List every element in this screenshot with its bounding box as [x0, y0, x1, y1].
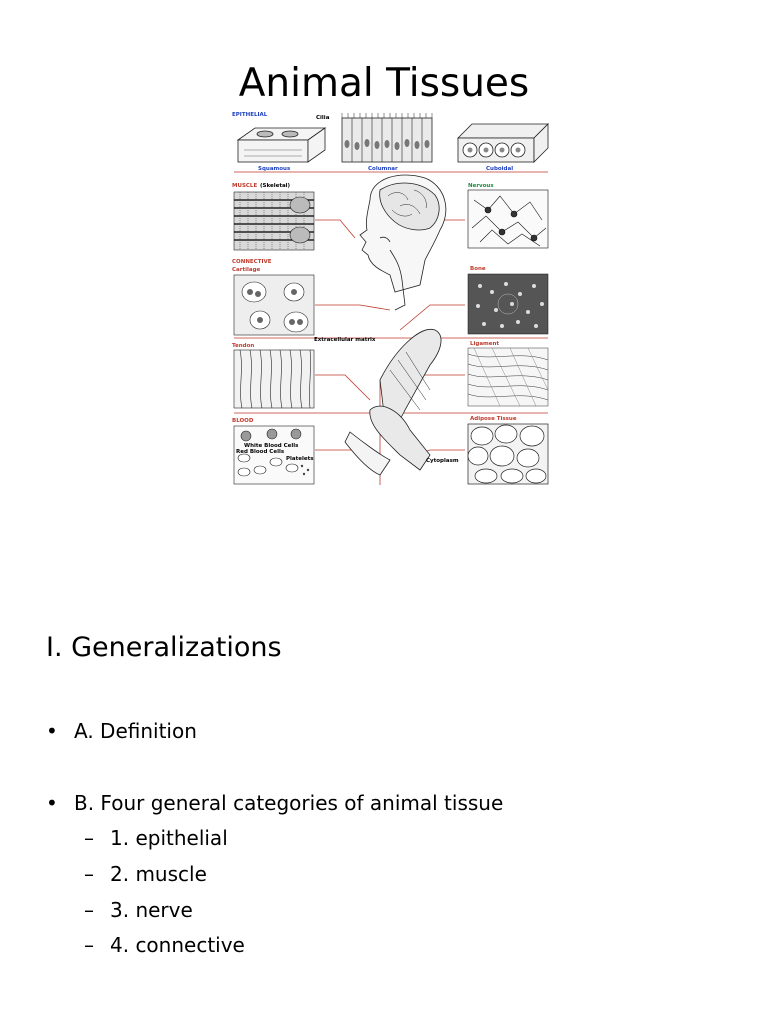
label-columnar: Columnar	[368, 166, 398, 172]
sub-marker: –	[84, 862, 94, 886]
squamous-epithelium-drawing	[238, 128, 325, 162]
label-bone: Bone	[470, 266, 486, 272]
bullet-text: B. Four general categories of animal tissue	[74, 791, 504, 815]
tissue-illustration	[230, 110, 552, 488]
cartilage-drawing	[234, 275, 314, 335]
sub-text: 4. connective	[110, 933, 245, 957]
ligament-drawing	[468, 348, 548, 406]
bone-tissue-drawing	[468, 274, 548, 334]
blood-cells-drawing	[234, 426, 314, 484]
adipose-tissue-drawing	[468, 424, 548, 484]
label-tendon: Tendon	[232, 343, 255, 349]
sub-item	[84, 931, 245, 959]
columnar-epithelium-drawing	[342, 113, 432, 162]
bullet-item	[46, 717, 197, 745]
sub-text: 2. muscle	[110, 862, 207, 886]
skeletal-muscle-drawing	[234, 192, 314, 250]
animal-tissues-diagram	[230, 110, 552, 488]
label-ligament: Ligament	[470, 341, 500, 347]
label-squamous: Squamous	[258, 166, 291, 172]
label-cytoplasm: Cytoplasm	[426, 458, 459, 464]
label-skeletal: (Skeletal)	[260, 183, 291, 189]
bullet-item	[46, 789, 503, 817]
tendon-drawing	[234, 350, 314, 408]
label-white-blood-cells: White Blood Cells	[244, 443, 299, 449]
label-cuboidal: Cuboidal	[486, 166, 514, 172]
section-heading: I. Generalizations	[46, 632, 282, 663]
bullet-text: A. Definition	[74, 719, 197, 743]
cuboidal-epithelium-drawing	[458, 124, 548, 162]
bullet-marker: •	[46, 791, 58, 815]
label-blood: BLOOD	[232, 418, 254, 424]
sub-text: 1. epithelial	[110, 826, 228, 850]
label-platelets: Platelets	[286, 456, 314, 462]
nervous-tissue-drawing	[468, 190, 548, 248]
sub-marker: –	[84, 826, 94, 850]
sub-item	[84, 896, 193, 924]
label-cartilage: Cartilage	[232, 267, 261, 273]
label-connective: CONNECTIVE	[232, 259, 272, 265]
bullet-marker: •	[46, 719, 58, 743]
label-epithelial: EPITHELIAL	[232, 112, 268, 118]
label-extracellular-matrix: Extracellular matrix	[314, 337, 376, 343]
label-nervous: Nervous	[468, 183, 494, 189]
sub-marker: –	[84, 898, 94, 922]
label-cilia: Cilia	[316, 115, 330, 121]
label-muscle: MUSCLE	[232, 183, 258, 189]
sub-item	[84, 824, 228, 852]
label-red-blood-cells: Red Blood Cells	[236, 449, 285, 455]
label-adipose: Adipose Tissue	[470, 416, 517, 422]
sub-text: 3. nerve	[110, 898, 193, 922]
slide-title: Animal Tissues	[238, 61, 530, 106]
sub-marker: –	[84, 933, 94, 957]
sub-item	[84, 860, 207, 888]
